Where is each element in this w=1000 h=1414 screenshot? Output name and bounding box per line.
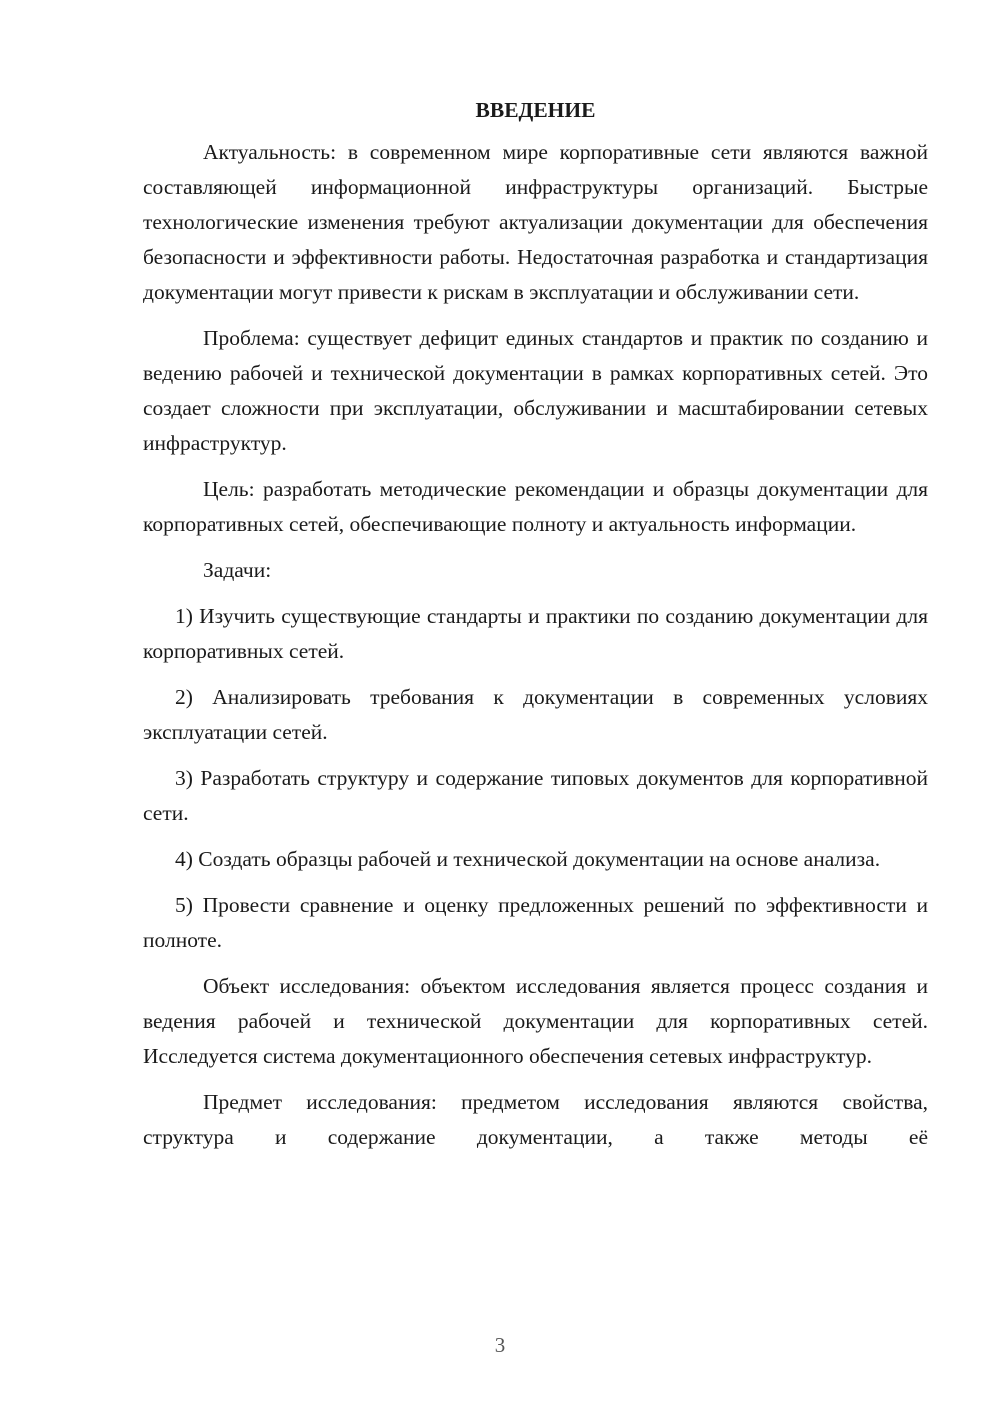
tasks-heading: Задачи: bbox=[203, 558, 272, 582]
tasks-list bbox=[143, 599, 928, 958]
paragraph-subject: Предмет исследования: предметом исследования являются свойства, структура и содержание документации, а также методы её bbox=[143, 1090, 928, 1149]
section-title: ВВЕДЕНИЕ bbox=[475, 98, 596, 122]
paragraph-problem: Проблема: существует дефицит единых стандартов и практик по созданию и ведению рабочей и технической документации в рамках корпоративных сетей. Это создает сложности при эксплуатации, обслуживании и масштабировании сетевых инфраструктур. bbox=[143, 326, 928, 455]
list-item: 5) Провести сравнение и оценку предложенных решений по эффективности и полноте. bbox=[143, 893, 928, 952]
page-number: 3 bbox=[494, 1333, 506, 1357]
paragraph-goal: Цель: разработать методические рекомендации и образцы документации для корпоративных сетей, обеспечивающие полноту и актуальность информации. bbox=[143, 477, 928, 536]
paragraph-object: Объект исследования: объектом исследования является процесс создания и ведения рабочей и технической документации для корпоративных сетей. Исследуется система документационного обеспечения сетевых инфраструктур. bbox=[143, 974, 928, 1068]
list-item: 3) Разработать структуру и содержание типовых документов для корпоративной сети. bbox=[143, 766, 928, 825]
document-page bbox=[143, 95, 928, 1166]
list-item: 1) Изучить существующие стандарты и практики по созданию документации для корпоративных сетей. bbox=[143, 604, 928, 663]
list-item: 2) Анализировать требования к документации в современных условиях эксплуатации сетей. bbox=[143, 685, 928, 744]
paragraph-relevance: Актуальность: в современном мире корпоративные сети являются важной составляющей информационной инфраструктуры организаций. Быстрые технологические изменения требуют актуализации документации для обеспечения безопасности и эффективности работы. Недостаточная разработка и стандартизация документации могут привести к рискам в эксплуатации и обслуживании сети. bbox=[143, 140, 928, 304]
list-item: 4) Создать образцы рабочей и технической документации на основе анализа. bbox=[175, 847, 881, 871]
